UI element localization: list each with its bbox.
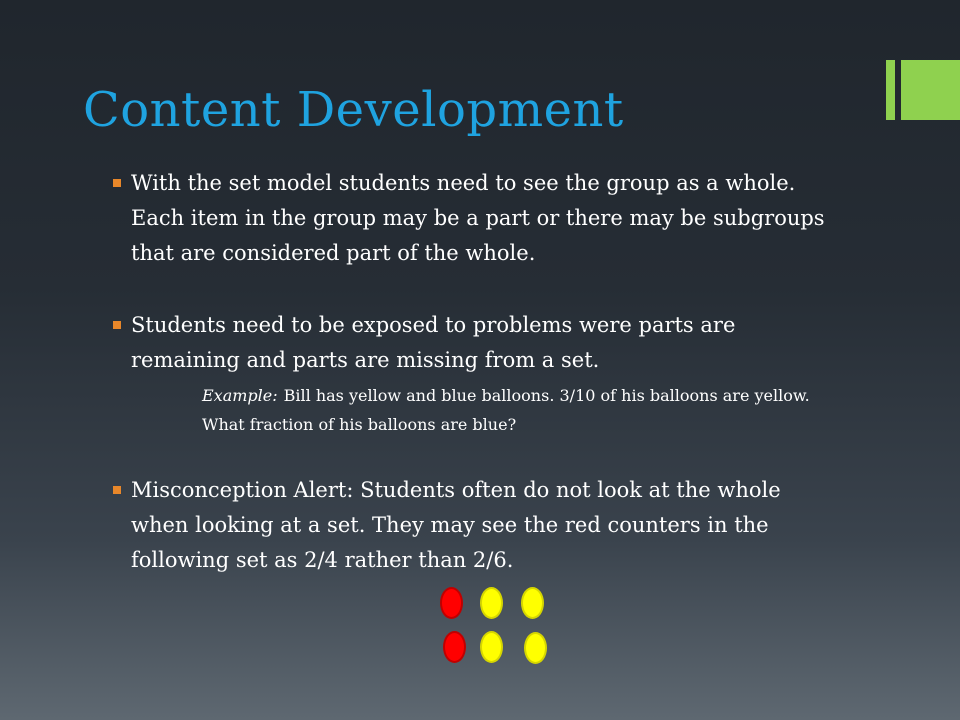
red-counter bbox=[443, 631, 466, 663]
slide-title: Content Development bbox=[83, 82, 624, 138]
yellow-counter bbox=[480, 587, 503, 619]
example-text: Bill has yellow and blue balloons. 3/10 of his balloons are yellow. What fraction of his balloons are blue? bbox=[202, 386, 810, 434]
bullet-item bbox=[113, 308, 833, 378]
yellow-counter bbox=[524, 632, 547, 664]
square-bullet-icon bbox=[113, 179, 121, 187]
bullet-item bbox=[113, 166, 833, 271]
accent-bar-wide bbox=[901, 60, 960, 120]
bullet-item bbox=[113, 473, 833, 578]
example-label: Example: bbox=[202, 386, 278, 405]
accent-bar-thin bbox=[886, 60, 895, 120]
bullet-text: Misconception Alert: Students often do not look at the whole when looking at a set. They may see the red counters in the following set as 2/4 rather than 2/6. bbox=[131, 478, 781, 572]
red-counter bbox=[440, 587, 463, 619]
example-block bbox=[202, 381, 842, 439]
square-bullet-icon bbox=[113, 321, 121, 329]
yellow-counter bbox=[480, 631, 503, 663]
bullet-text: Students need to be exposed to problems were parts are remaining and parts are missing from a set. bbox=[131, 313, 736, 372]
square-bullet-icon bbox=[113, 486, 121, 494]
bullet-text: With the set model students need to see the group as a whole. Each item in the group may be a part or there may be subgroups that are considered part of the whole. bbox=[131, 171, 825, 265]
yellow-counter bbox=[521, 587, 544, 619]
